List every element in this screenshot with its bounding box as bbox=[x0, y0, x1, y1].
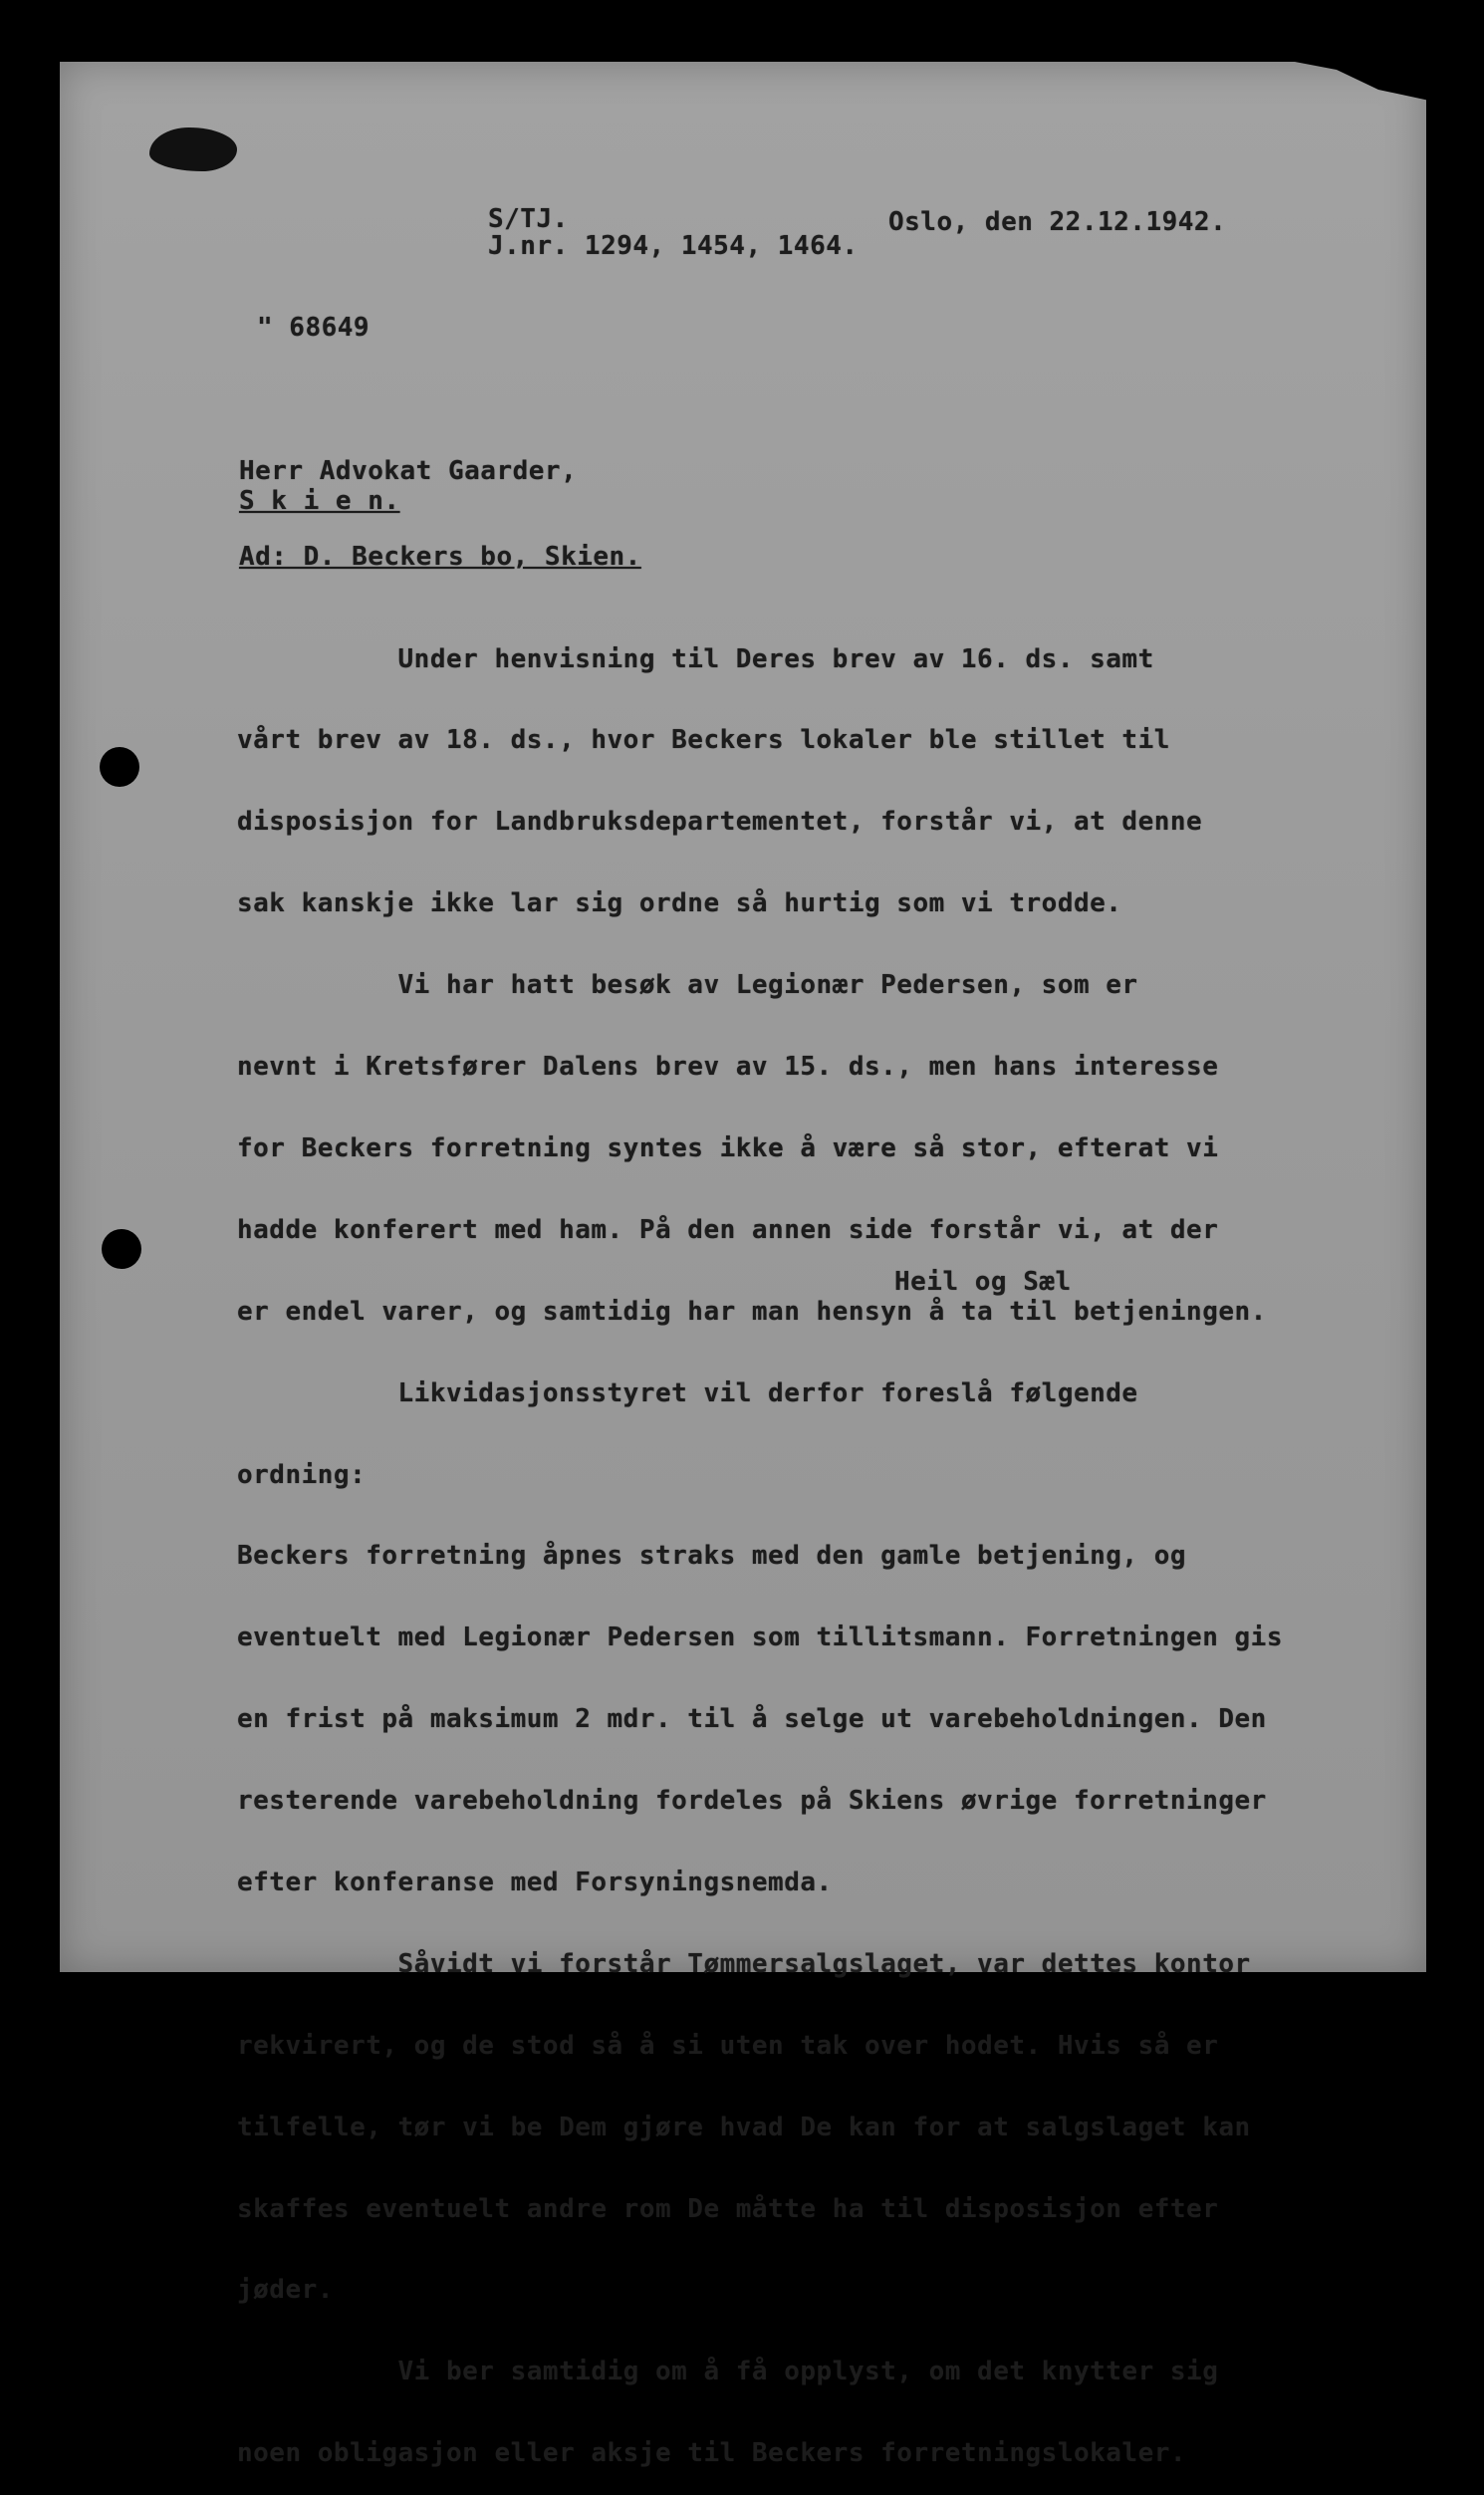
punch-hole-icon bbox=[100, 747, 139, 787]
body-line: sak kanskje ikke lar sig ordne så hurtig som vi trodde. bbox=[237, 888, 1122, 919]
body-line: vårt brev av 18. ds., hvor Beckers lokaler ble stillet til bbox=[237, 725, 1170, 756]
body-line: er endel varer, og samtidig har man hensyn å ta til betjeningen. bbox=[237, 1296, 1267, 1327]
body-line: Såvidt vi forstår Tømmersalgslaget, var dettes kontor bbox=[237, 1948, 1251, 1979]
punch-hole-icon bbox=[102, 1229, 141, 1269]
body-line: nevnt i Kretsfører Dalens brev av 15. ds., men hans interesse bbox=[237, 1052, 1219, 1083]
body-line: Likvidasjonsstyret vil derfor foreslå følgende bbox=[237, 1377, 1138, 1408]
body-line: for Beckers forretning syntes ikke å være så stor, efterat vi bbox=[237, 1132, 1219, 1163]
ink-blot-mark bbox=[149, 127, 237, 171]
body-line: skaffes eventuelt andre rom De måtte ha til disposisjon efter bbox=[237, 2193, 1219, 2224]
body-line: jøder. bbox=[237, 2275, 334, 2306]
letter-body bbox=[237, 592, 1333, 2495]
recipient-name: Herr Advokat Gaarder, bbox=[239, 456, 578, 486]
body-line: resterende varebeholdning fordeles på Skiens øvrige forretninger bbox=[237, 1786, 1267, 1817]
reference-initials: S/TJ. bbox=[488, 204, 569, 234]
body-line: tilfelle, tør vi be Dem gjøre hvad De kan for at salgslaget kan bbox=[237, 2112, 1251, 2142]
recipient-city: S k i e n. bbox=[239, 486, 400, 516]
body-line: Vi ber samtidig om å få opplyst, om det knytter sig bbox=[237, 2357, 1219, 2387]
body-line: ordning: bbox=[237, 1459, 367, 1490]
body-line: Under henvisning til Deres brev av 16. ds. samt bbox=[237, 643, 1154, 674]
body-line: eventuelt med Legionær Pedersen som tillitsmann. Forretningen gis bbox=[237, 1622, 1283, 1653]
body-line: en frist på maksimum 2 mdr. til å selge ut varebeholdningen. Den bbox=[237, 1704, 1267, 1735]
place-and-date: Oslo, den 22.12.1942. bbox=[888, 207, 1227, 237]
closing-salutation: Heil og Sæl bbox=[894, 1267, 1072, 1297]
file-number: " 68649 bbox=[257, 313, 371, 343]
body-line: disposisjon for Landbruksdepartementet, forstår vi, at denne bbox=[237, 807, 1203, 838]
subject-line: Ad: D. Beckers bo, Skien. bbox=[239, 542, 641, 572]
journal-numbers: J.nr. 1294, 1454, 1464. bbox=[488, 231, 859, 261]
body-line: hadde konferert med ham. På den annen side forstår vi, at der bbox=[237, 1214, 1219, 1245]
body-line: Vi har hatt besøk av Legionær Pedersen, som er bbox=[237, 970, 1138, 1001]
body-line: efter konferanse med Forsyningsnemda. bbox=[237, 1867, 833, 1897]
body-line: noen obligasjon eller aksje til Beckers forretningslokaler. bbox=[237, 2438, 1187, 2469]
body-line: Beckers forretning åpnes straks med den gamle betjening, og bbox=[237, 1541, 1187, 1572]
body-line: rekvirert, og de stod så å si uten tak over hodet. Hvis så er bbox=[237, 2030, 1219, 2061]
